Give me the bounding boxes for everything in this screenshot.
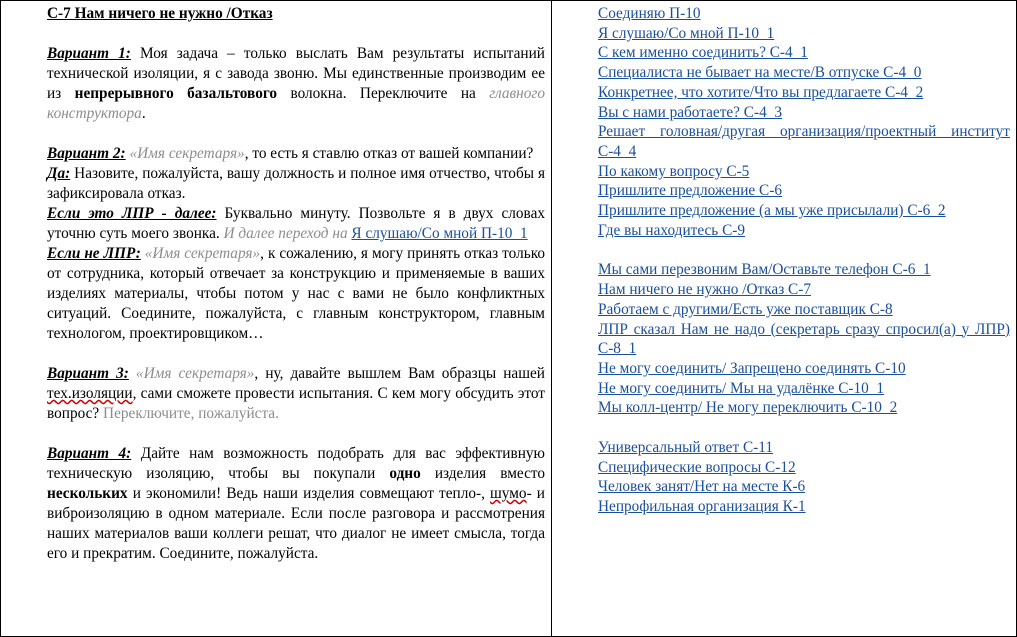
- nav-link[interactable]: Не могу соединить/ Мы на удалёнке С-10_1: [598, 379, 885, 397]
- if-decision-maker-label: Если это ЛПР - далее:: [47, 205, 217, 222]
- answer-yes-label: Да:: [47, 165, 71, 182]
- nav-link[interactable]: Человек занят/Нет на месте К-6: [598, 478, 806, 496]
- nav-link[interactable]: Непрофильная организация К-1: [598, 498, 806, 516]
- nav-link[interactable]: Я слушаю/Со мной П-10_1: [598, 24, 775, 42]
- variant-2-label: Вариант 2:: [47, 145, 126, 162]
- nav-link[interactable]: ЛПР сказал Нам не надо (секретарь сразу спросил(а) у ЛПР) С-8_1: [598, 320, 1010, 358]
- table-top-border: [0, 0, 1017, 1]
- if-decision-maker: Если это ЛПР - далее: Буквально минуту. Позвольте я в двух словах уточню суть моего звонка. И далее переход на Я слушаю/Со мной П-10_1: [47, 205, 546, 242]
- nav-link[interactable]: Работаем с другими/Есть уже поставщик С-8: [598, 300, 893, 318]
- nav-link[interactable]: Вы с нами работаете? С-4_3: [598, 103, 783, 121]
- nav-link[interactable]: Конкретнее, что хотите/Что вы предлагаете С-4_2: [598, 83, 924, 101]
- nav-link[interactable]: Мы колл-центр/ Не могу переключить С-10_2: [598, 399, 898, 417]
- variant-4: Вариант 4: Дайте нам возможность подобрать для вас эффективную техническую изоляцию, чтобы вы покупали одно изделия вместо нескольких и экономили! Ведь наши изделия совмещают тепло-, шумо- и виброизоляцию в одном материале. Если после разговора и рассмотрения наших материалов ваши коллеги решат, что диалог не имеет смысла, тогда его и прекратим. Соедините, пожалуйста.: [47, 445, 545, 562]
- nav-link[interactable]: Соединяю П-10: [598, 5, 701, 22]
- nav-link[interactable]: Где вы находитесь С-9: [598, 221, 746, 239]
- variant-3: Вариант 3: «Имя секретаря», ну, давайте вышлем Вам образцы нашей тех.изоляции, сами сможете провести испытания. С кем могу обсудить этот вопрос? Переключите, пожалуйста.: [47, 365, 545, 422]
- variant-2: Вариант 2: «Имя секретаря», то есть я ставлю отказ от вашей компании?: [47, 145, 534, 162]
- nav-link[interactable]: Мы сами перезвоним Вам/Оставьте телефон С-6_1: [598, 261, 931, 279]
- nav-link[interactable]: С кем именно соединить? С-4_1: [598, 44, 808, 62]
- if-not-decision-maker: Если не ЛПР: «Имя секретаря», к сожалению, я могу принять отказ только от сотрудника, который отвечает за конструкцию и применяемые в ваших изделиях материалы, чтобы потом у нас с вами не было конфликтных ситуаций. Соедините, пожалуйста, с главным конструктором, главным технологом, проектировщиком…: [47, 245, 546, 342]
- navigation-links-cell: [598, 4, 1010, 517]
- link-listening-p-10-1[interactable]: Я слушаю/Со мной П-10_1: [351, 225, 528, 242]
- if-not-decision-maker-label: Если не ЛПР:: [47, 245, 141, 262]
- nav-link[interactable]: Решает головная/другая организация/проектный институт С-4_4: [598, 123, 1010, 160]
- section-title: С-7 Нам ничего не нужно /Отказ: [47, 5, 273, 22]
- nav-link[interactable]: Специалиста не бывает на месте/В отпуске С-4_0: [598, 64, 922, 82]
- variant-1-label: Вариант 1:: [47, 45, 131, 62]
- variant-3-label: Вариант 3:: [47, 365, 129, 382]
- variant-1: Вариант 1: Моя задача – только выслать Вам результаты испытаний технической изоляции, я с завода звоню. Мы единственные производим ее из непрерывного базальтового волокна. Переключите на главного конструктора.: [47, 45, 546, 122]
- nav-link[interactable]: Пришлите предложение С-6: [598, 182, 782, 200]
- nav-link[interactable]: Не могу соединить/ Запрещено соединять С-10: [598, 359, 906, 377]
- nav-link[interactable]: Пришлите предложение (а мы уже присылали) С-6_2: [598, 202, 946, 220]
- table-left-border: [0, 0, 1, 637]
- nav-link[interactable]: По какому вопросу С-5: [598, 162, 750, 180]
- variant-4-label: Вариант 4:: [47, 445, 132, 462]
- nav-link[interactable]: Универсальный ответ С-11: [598, 439, 774, 457]
- nav-link[interactable]: Специфические вопросы С-12: [598, 458, 796, 476]
- spellcheck-word: тех.изоляции: [47, 385, 133, 402]
- script-text-cell: [47, 4, 545, 564]
- column-divider: [551, 0, 552, 637]
- spellcheck-word: шумо: [490, 485, 527, 502]
- nav-link[interactable]: Нам ничего не нужно /Отказ С-7: [598, 281, 812, 299]
- answer-yes: Да: Назовите, пожалуйста, вашу должность и полное имя отчество, чтобы я зафиксировала отказ.: [47, 165, 545, 202]
